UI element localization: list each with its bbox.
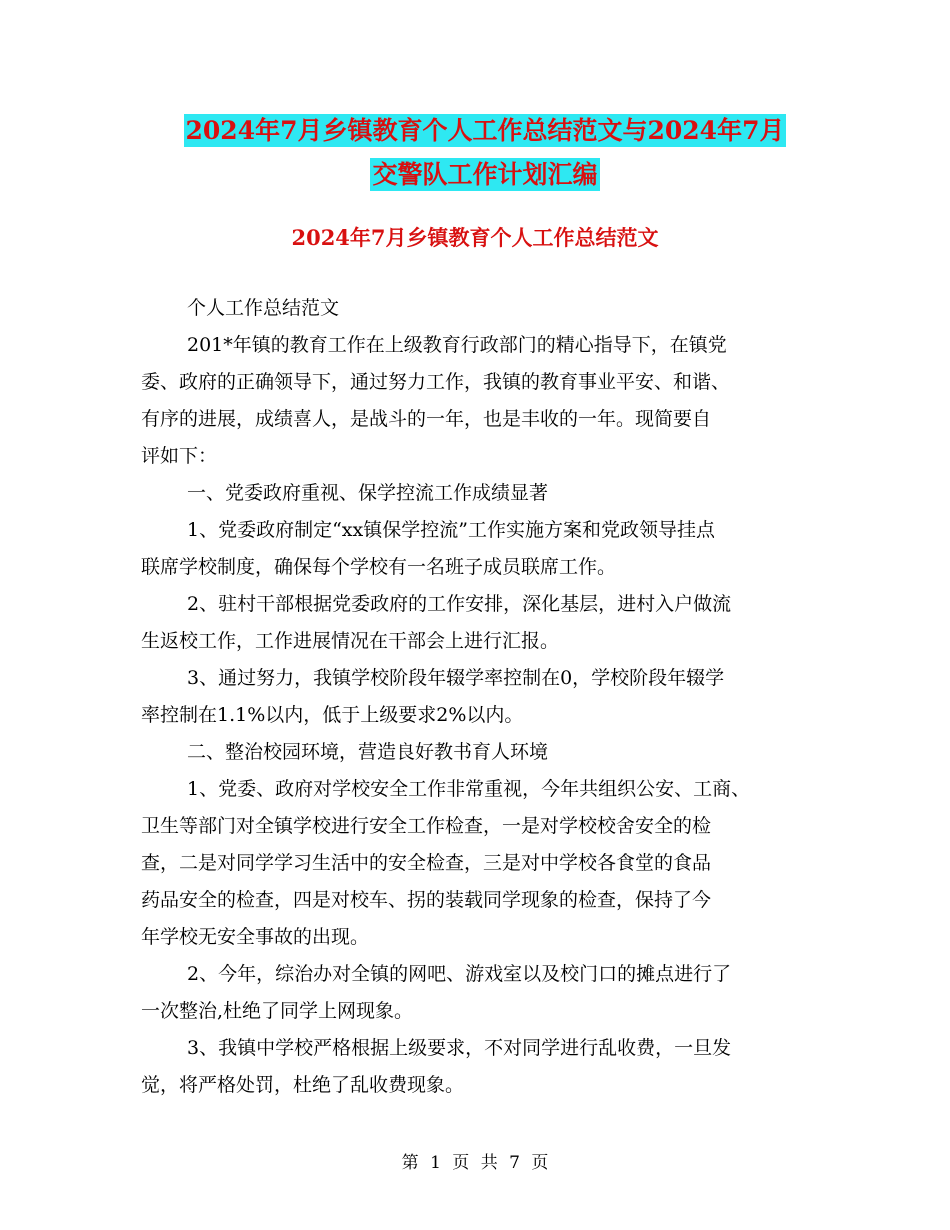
body-line: 年学校无安全事故的出现。 <box>141 926 370 948</box>
body-line: 委、政府的正确领导下，通过努力工作，我镇的教育事业平安、和谐、 <box>141 371 731 393</box>
body-line: 评如下： <box>141 445 218 467</box>
body-line: 2、今年，综治办对全镇的网吧、游戏室以及校门口的摊点进行了 <box>187 963 732 985</box>
body-line: 率控制在1.1%以内，低于上级要求2%以内。 <box>141 704 524 726</box>
body-line: 药品安全的检查，四是对校车、拐的装载同学现象的检查，保持了今 <box>141 889 712 911</box>
body-line: 201*年镇的教育工作在上级教育行政部门的精心指导下，在镇党 <box>187 334 727 356</box>
body-line: 个人工作总结范文 <box>187 297 340 319</box>
body-line: 1、党委、政府对学校安全工作非常重视，今年共组织公安、工商、 <box>187 778 751 800</box>
title-highlight-2: 交警队工作计划汇编 <box>372 160 598 189</box>
document-title-line-2 <box>150 153 820 197</box>
document-body <box>141 290 831 1104</box>
body-line: 觉，将严格处罚，杜绝了乱收费现象。 <box>141 1074 465 1096</box>
section-heading: 一、党委政府重视、保学控流工作成绩显著 <box>187 482 549 504</box>
body-line: 查，二是对同学学习生活中的安全检查，三是对中学校各食堂的食品 <box>141 852 712 874</box>
body-line: 3、通过努力，我镇学校阶段年辍学率控制在0，学校阶段年辍学 <box>187 667 725 689</box>
body-line: 卫生等部门对全镇学校进行安全工作检查，一是对学校校舍安全的检 <box>141 815 712 837</box>
document-title-line-1 <box>150 109 820 153</box>
section-heading: 二、整治校园环境，营造良好教书育人环境 <box>187 741 549 763</box>
body-line: 一次整治,杜绝了同学上网现象。 <box>141 1000 414 1022</box>
body-line: 联席学校制度，确保每个学校有一名班子成员联席工作。 <box>141 556 617 578</box>
section-title: 2024年7月乡镇教育个人工作总结范文 <box>291 225 659 250</box>
page-number-footer: 第 1 页 共 7 页 <box>401 1153 549 1173</box>
body-line: 2、驻村干部根据党委政府的工作安排，深化基层，进村入户做流 <box>187 593 732 615</box>
body-line: 有序的进展，成绩喜人，是战斗的一年，也是丰收的一年。现简要自 <box>141 408 712 430</box>
body-line: 3、我镇中学校严格根据上级要求，不对同学进行乱收费，一旦发 <box>187 1037 732 1059</box>
body-line: 生返校工作，工作进展情况在干部会上进行汇报。 <box>141 630 560 652</box>
body-line: 1、党委政府制定“xx镇保学控流”工作实施方案和党政领导挂点 <box>187 519 715 541</box>
title-highlight-1: 2024年7月乡镇教育个人工作总结范文与2024年7月 <box>185 116 785 145</box>
